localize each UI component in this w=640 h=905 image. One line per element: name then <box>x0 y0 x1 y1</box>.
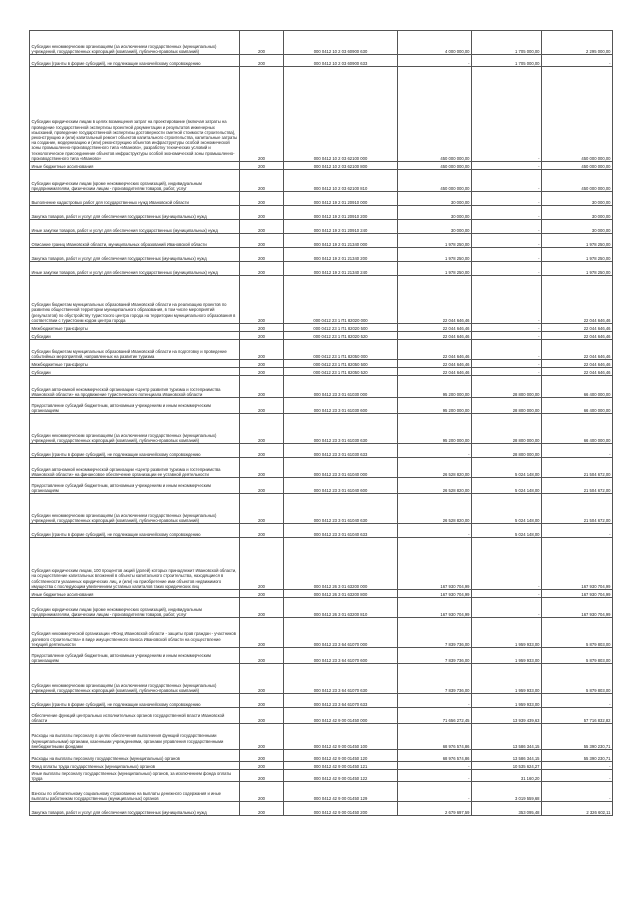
row-classification-code: 000 0412 23 3 01 61040 630 <box>284 494 398 524</box>
row-executed-amount: 5 024 148,00 <box>472 524 542 538</box>
table-row <box>30 192 613 206</box>
row-classification-code: 000 0412 23 1 П1 82020 000 <box>284 276 398 324</box>
row-description: Фонд оплаты труда государственных (муниципальных) органов <box>30 762 240 770</box>
row-approved-amount: 450 000 000,00 <box>398 170 472 192</box>
row-approved-amount: 22 044 646,46 <box>398 324 472 332</box>
row-approved-amount: 22 044 646,46 <box>398 360 472 368</box>
row-description: Субсидия юридическим лицам, 100 процентов акций (долей) которых принадлежит Ивановской области, на осуществление капитальных вложений в объекты капитального строительства, находящиеся в собственности указанных юридических лиц, и (или) на приобретение ими объектов недвижимого имущества с последующим увеличением уставных капиталов таких юридических лиц <box>30 538 240 590</box>
row-approved-amount: - <box>398 524 472 538</box>
row-unexecuted-amount: 1 978 250,00 <box>542 234 613 248</box>
row-description: Иные закупки товаров, работ и услуг для обеспечения государственных (муниципальных) нужд <box>30 220 240 234</box>
row-classification-code: 000 0412 10 2 03 62100 810 <box>284 170 398 192</box>
row-approved-amount: - <box>398 762 472 770</box>
table-row <box>30 262 613 276</box>
row-unexecuted-amount: 450 000 000,00 <box>542 67 613 162</box>
table-row <box>30 220 613 234</box>
row-executed-amount: - <box>472 248 542 262</box>
row-approved-amount: 95 200 000,00 <box>398 398 472 414</box>
table-row <box>30 414 613 444</box>
row-classification-code: 000 0412 23 3 64 61070 000 <box>284 618 398 648</box>
row-approved-amount: 22 044 646,46 <box>398 368 472 376</box>
row-approved-amount: 2 679 697,59 <box>398 802 472 816</box>
row-approved-amount: 4 000 000,00 <box>398 31 472 55</box>
row-line-code: 200 <box>240 414 284 444</box>
row-executed-amount: 31 160,20 <box>472 770 542 782</box>
row-classification-code: 000 0412 42 9 00 01450 122 <box>284 770 398 782</box>
row-classification-code: 000 0412 23 1 П1 82020 500 <box>284 324 398 332</box>
row-approved-amount: - <box>398 770 472 782</box>
table-row <box>30 782 613 802</box>
row-line-code: 200 <box>240 324 284 332</box>
row-executed-amount: 28 800 000,00 <box>472 376 542 398</box>
row-executed-amount: 353 095,48 <box>472 802 542 816</box>
row-unexecuted-amount: 450 000 000,00 <box>542 162 613 170</box>
table-row <box>30 694 613 708</box>
row-description: Межбюджетные трансферты <box>30 324 240 332</box>
row-classification-code: 000 0412 19 2 01 21340 000 <box>284 234 398 248</box>
row-line-code: 200 <box>240 724 284 750</box>
row-approved-amount: 7 839 736,00 <box>398 648 472 664</box>
table-row <box>30 524 613 538</box>
row-unexecuted-amount: 22 044 646,46 <box>542 324 613 332</box>
row-unexecuted-amount: 1 978 250,00 <box>542 248 613 262</box>
table-row <box>30 398 613 414</box>
row-executed-amount: 28 800 000,00 <box>472 414 542 444</box>
row-approved-amount: 450 000 000,00 <box>398 162 472 170</box>
row-line-code: 200 <box>240 458 284 478</box>
row-classification-code: 000 0412 10 2 03 62100 800 <box>284 162 398 170</box>
row-description: Субсидии <box>30 332 240 340</box>
row-description: Закупка товаров, работ и услуг для обеспечения государственных (муниципальных) нужд <box>30 206 240 220</box>
table-row <box>30 31 613 55</box>
row-approved-amount: - <box>398 694 472 708</box>
row-line-code: 200 <box>240 360 284 368</box>
row-executed-amount: - <box>472 234 542 248</box>
row-approved-amount: 26 528 820,00 <box>398 494 472 524</box>
row-approved-amount: 22 044 646,46 <box>398 332 472 340</box>
row-unexecuted-amount: 5 879 803,00 <box>542 664 613 694</box>
table-row <box>30 444 613 458</box>
row-executed-amount: - <box>472 262 542 276</box>
row-classification-code: 000 0412 42 9 00 01450 100 <box>284 724 398 750</box>
row-description: Обеспечение функций центральных исполнительных органов государственной власти Ивановской области <box>30 708 240 724</box>
row-description: Выполнение кадастровых работ для государственных нужд Ивановской области <box>30 192 240 206</box>
budget-execution-table <box>29 30 613 816</box>
row-classification-code: 000 0412 23 3 01 61030 633 <box>284 444 398 458</box>
row-classification-code: 000 0412 19 2 01 20910 240 <box>284 220 398 234</box>
row-description: Субсидии (гранты в форме субсидий), не подлежащие казначейскому сопровождению <box>30 444 240 458</box>
row-approved-amount: 450 000 000,00 <box>398 67 472 162</box>
row-classification-code: 000 0412 23 3 64 61070 600 <box>284 648 398 664</box>
row-approved-amount: 95 200 000,00 <box>398 376 472 398</box>
row-approved-amount: 7 839 736,00 <box>398 664 472 694</box>
row-line-code: 200 <box>240 234 284 248</box>
row-description: Субсидии некоммерческим организациям (за исключением государственных (муниципальных) учреждений, государственных корпораций (компаний), публично-правовых компаний) <box>30 664 240 694</box>
row-unexecuted-amount: 450 000 000,00 <box>542 170 613 192</box>
row-classification-code: 000 0412 23 3 01 61030 630 <box>284 414 398 444</box>
table-row <box>30 234 613 248</box>
row-approved-amount: - <box>398 444 472 458</box>
row-approved-amount: 22 044 646,46 <box>398 276 472 324</box>
row-unexecuted-amount: - <box>542 55 613 67</box>
row-unexecuted-amount: 22 044 646,46 <box>542 360 613 368</box>
row-line-code: 200 <box>240 782 284 802</box>
row-line-code: 200 <box>240 340 284 360</box>
row-unexecuted-amount: 66 400 000,00 <box>542 398 613 414</box>
table-row <box>30 206 613 220</box>
row-description: Расходы на выплаты персоналу государственных (муниципальных) органов <box>30 750 240 762</box>
row-approved-amount: - <box>398 55 472 67</box>
table-row <box>30 770 613 782</box>
row-classification-code: 000 0412 42 9 00 01450 120 <box>284 750 398 762</box>
row-description: Предоставление субсидий бюджетным, автономным учреждениям и иным некоммерческим организациям <box>30 398 240 414</box>
row-unexecuted-amount: 22 044 646,46 <box>542 276 613 324</box>
row-unexecuted-amount: 167 930 704,99 <box>542 590 613 598</box>
row-approved-amount: 30 000,00 <box>398 220 472 234</box>
row-approved-amount: 26 528 820,00 <box>398 478 472 494</box>
row-unexecuted-amount: 167 930 704,99 <box>542 538 613 590</box>
row-classification-code: 000 0412 26 3 01 63200 000 <box>284 538 398 590</box>
row-unexecuted-amount: 55 390 230,71 <box>542 724 613 750</box>
row-approved-amount: 167 930 704,99 <box>398 598 472 618</box>
row-description: Субсидия некоммерческой организации «Фонд Ивановской области - защиты прав граждан - участников долевого строительства» в виде имущественного взноса Ивановской области на осуществление текущей деятельности <box>30 618 240 648</box>
row-description: Взносы по обязательному социальному страхованию на выплаты денежного содержания и иные выплаты работникам государственных (муниципальных) органов <box>30 782 240 802</box>
row-unexecuted-amount: - <box>542 694 613 708</box>
row-unexecuted-amount: 2 326 602,11 <box>542 802 613 816</box>
row-executed-amount: - <box>472 67 542 162</box>
row-approved-amount: 71 656 272,45 <box>398 708 472 724</box>
row-description: Расходы на выплаты персоналу в целях обеспечения выполнения функций государственными (муниципальными) органами, казенными учреждениями, органами управления государственными внебюджетными фондами <box>30 724 240 750</box>
row-classification-code: 000 0412 23 3 01 61030 000 <box>284 376 398 398</box>
row-line-code: 200 <box>240 762 284 770</box>
row-classification-code: 000 0412 23 3 01 61040 633 <box>284 524 398 538</box>
row-unexecuted-amount: - <box>542 782 613 802</box>
row-description: Предоставление субсидий бюджетным, автономным учреждениям и иным некоммерческим организациям <box>30 478 240 494</box>
row-unexecuted-amount: 21 504 672,00 <box>542 494 613 524</box>
row-description: Иные бюджетные ассигнования <box>30 162 240 170</box>
row-description: Закупка товаров, работ и услуг для обеспечения государственных (муниципальных) нужд <box>30 802 240 816</box>
row-description: Иные бюджетные ассигнования <box>30 590 240 598</box>
row-approved-amount: 30 000,00 <box>398 192 472 206</box>
table-row <box>30 538 613 590</box>
row-unexecuted-amount: - <box>542 770 613 782</box>
table-row <box>30 248 613 262</box>
row-executed-amount: 5 024 148,00 <box>472 478 542 494</box>
row-unexecuted-amount: - <box>542 524 613 538</box>
row-executed-amount: 13 586 344,15 <box>472 750 542 762</box>
row-unexecuted-amount: 22 044 646,46 <box>542 332 613 340</box>
row-executed-amount: 28 800 000,00 <box>472 398 542 414</box>
row-line-code: 200 <box>240 598 284 618</box>
row-unexecuted-amount: 57 716 832,82 <box>542 708 613 724</box>
row-approved-amount: 167 930 704,99 <box>398 590 472 598</box>
table-row <box>30 618 613 648</box>
row-unexecuted-amount: 30 000,00 <box>542 220 613 234</box>
table-row <box>30 762 613 770</box>
row-approved-amount: 7 839 736,00 <box>398 618 472 648</box>
row-executed-amount: 1 959 933,00 <box>472 618 542 648</box>
row-executed-amount: 1 959 933,00 <box>472 648 542 664</box>
row-executed-amount: 1 959 933,00 <box>472 694 542 708</box>
row-line-code: 200 <box>240 802 284 816</box>
row-executed-amount: 1 959 933,00 <box>472 664 542 694</box>
row-classification-code: 000 0412 23 3 01 61040 600 <box>284 478 398 494</box>
row-approved-amount: 22 044 646,46 <box>398 340 472 360</box>
row-description: Субсидии некоммерческим организациям (за исключением государственных (муниципальных) учреждений, государственных корпораций (компаний), публично-правовых компаний) <box>30 414 240 444</box>
row-executed-amount: 3 019 559,68 <box>472 782 542 802</box>
table-row <box>30 590 613 598</box>
row-description: Субсидии юридическим лицам в целях возмещения затрат на проектирование (включая затраты на проведение государственной экспертизы проектной документации и результатов инженерных изысканий, проведение государственной экспертизы достоверности сметной стоимости строительства), реконструкцию и (или) капитальный ремонт объектов капитального строительства, капитальные затраты на создание, модернизацию и (или) реконструкцию объектов инфраструктуры особой экономической зоны промышленно-производственного типа «Иваново», разработку технических условий и технологическое присоединение объектов инфраструктуры особой экономической зоны промышленно-производственного типа «Иваново» <box>30 67 240 162</box>
row-description: Субсидии бюджетам муниципальных образований Ивановской области на подготовку и проведение событийных мероприятий, направленных на развитие туризма <box>30 340 240 360</box>
table-body <box>30 31 613 816</box>
table-row <box>30 162 613 170</box>
row-classification-code: 000 0412 19 2 01 20910 000 <box>284 192 398 206</box>
row-line-code: 200 <box>240 478 284 494</box>
row-description: Закупка товаров, работ и услуг для обеспечения государственных (муниципальных) нужд <box>30 248 240 262</box>
row-line-code: 200 <box>240 664 284 694</box>
row-executed-amount: - <box>472 340 542 360</box>
table-row <box>30 170 613 192</box>
row-approved-amount: 26 528 820,00 <box>398 458 472 478</box>
row-unexecuted-amount: 167 930 704,99 <box>542 598 613 618</box>
row-executed-amount: - <box>472 192 542 206</box>
row-description: Субсидии юридическим лицам (кроме некоммерческих организаций), индивидуальным предпринимателям, физическим лицам - производителям товаров, работ, услуг <box>30 598 240 618</box>
row-executed-amount: - <box>472 170 542 192</box>
row-line-code: 200 <box>240 220 284 234</box>
row-classification-code: 000 0412 19 2 01 20910 200 <box>284 206 398 220</box>
row-unexecuted-amount: 21 504 672,00 <box>542 458 613 478</box>
row-line-code: 200 <box>240 248 284 262</box>
row-approved-amount: 167 930 704,99 <box>398 538 472 590</box>
row-approved-amount: 68 976 574,86 <box>398 750 472 762</box>
table-row <box>30 376 613 398</box>
row-line-code: 200 <box>240 750 284 762</box>
row-description: Иные закупки товаров, работ и услуг для обеспечения государственных (муниципальных) нужд <box>30 262 240 276</box>
table-row <box>30 55 613 67</box>
row-line-code: 200 <box>240 162 284 170</box>
row-classification-code: 000 0412 23 3 01 61040 000 <box>284 458 398 478</box>
row-executed-amount: - <box>472 360 542 368</box>
row-executed-amount: 5 024 148,00 <box>472 494 542 524</box>
row-line-code: 200 <box>240 368 284 376</box>
row-classification-code: 000 0412 23 3 64 61070 633 <box>284 694 398 708</box>
row-executed-amount: - <box>472 332 542 340</box>
table-row <box>30 332 613 340</box>
row-executed-amount: - <box>472 368 542 376</box>
row-classification-code: 000 0412 23 3 64 61070 630 <box>284 664 398 694</box>
row-classification-code: 000 0412 10 2 03 60900 630 <box>284 31 398 55</box>
row-description: Субсидии (гранты в форме субсидий), не подлежащие казначейскому сопровождению <box>30 55 240 67</box>
table-row <box>30 598 613 618</box>
row-executed-amount: - <box>472 324 542 332</box>
table-row <box>30 458 613 478</box>
row-executed-amount: 5 024 148,00 <box>472 458 542 478</box>
row-classification-code: 000 0412 23 3 01 61030 600 <box>284 398 398 414</box>
row-executed-amount: - <box>472 598 542 618</box>
row-executed-amount: 28 800 000,00 <box>472 444 542 458</box>
row-executed-amount: - <box>472 206 542 220</box>
row-unexecuted-amount: 22 044 646,46 <box>542 340 613 360</box>
row-executed-amount: - <box>472 538 542 590</box>
row-executed-amount: 10 535 624,27 <box>472 762 542 770</box>
row-unexecuted-amount: 5 879 803,00 <box>542 648 613 664</box>
row-approved-amount: 68 976 574,86 <box>398 724 472 750</box>
row-classification-code: 000 0412 10 2 03 60900 633 <box>284 55 398 67</box>
row-approved-amount: 1 978 250,00 <box>398 234 472 248</box>
row-classification-code: 000 0412 23 1 П1 82050 000 <box>284 340 398 360</box>
table-row <box>30 724 613 750</box>
table-row <box>30 648 613 664</box>
row-executed-amount: 1 705 000,00 <box>472 55 542 67</box>
row-description: Предоставление субсидий бюджетным, автономным учреждениям и иным некоммерческим организациям <box>30 648 240 664</box>
row-unexecuted-amount: 5 879 803,00 <box>542 618 613 648</box>
row-description: Межбюджетные трансферты <box>30 360 240 368</box>
row-line-code: 200 <box>240 538 284 590</box>
row-executed-amount: 13 586 344,15 <box>472 724 542 750</box>
row-approved-amount: 1 978 250,00 <box>398 248 472 262</box>
table-row <box>30 494 613 524</box>
row-description: Субсидии некоммерческим организациям (за исключением государственных (муниципальных) учреждений, государственных корпораций (компаний), публично-правовых компаний) <box>30 31 240 55</box>
row-executed-amount: 1 705 000,00 <box>472 31 542 55</box>
row-line-code: 200 <box>240 648 284 664</box>
row-description: Субсидии (гранты в форме субсидий), не подлежащие казначейскому сопровождению <box>30 694 240 708</box>
row-classification-code: 000 0412 26 3 01 63200 800 <box>284 590 398 598</box>
row-line-code: 200 <box>240 524 284 538</box>
row-classification-code: 000 0412 23 1 П1 82020 520 <box>284 332 398 340</box>
row-description: Субсидия автономной некоммерческой организации «Центр развития туризма и гостеприимства Ивановской области» на финансовое обеспечение организации ее уставной деятельности <box>30 458 240 478</box>
row-executed-amount: - <box>472 590 542 598</box>
row-unexecuted-amount: 2 295 000,00 <box>542 31 613 55</box>
table-row <box>30 478 613 494</box>
table-row <box>30 276 613 324</box>
row-classification-code: 000 0412 42 9 00 01450 129 <box>284 782 398 802</box>
row-line-code: 200 <box>240 192 284 206</box>
row-description: Субсидии <box>30 368 240 376</box>
table-row <box>30 802 613 816</box>
table-row <box>30 664 613 694</box>
row-unexecuted-amount: 22 044 646,46 <box>542 368 613 376</box>
row-classification-code: 000 0412 42 9 00 01450 000 <box>284 708 398 724</box>
row-classification-code: 000 0412 26 3 01 63200 810 <box>284 598 398 618</box>
row-unexecuted-amount: 30 000,00 <box>542 206 613 220</box>
row-unexecuted-amount: 66 400 000,00 <box>542 376 613 398</box>
row-description: Субсидии юридическим лицам (кроме некоммерческих организаций), индивидуальным предпринимателям, физическим лицам - производителям товаров, работ, услуг <box>30 170 240 192</box>
row-unexecuted-amount: 66 400 000,00 <box>542 414 613 444</box>
row-line-code: 200 <box>240 376 284 398</box>
row-unexecuted-amount: 21 504 672,00 <box>542 478 613 494</box>
row-line-code: 200 <box>240 31 284 55</box>
row-unexecuted-amount: 1 978 250,00 <box>542 262 613 276</box>
row-unexecuted-amount: - <box>542 762 613 770</box>
row-executed-amount: - <box>472 276 542 324</box>
row-classification-code: 000 0412 19 2 01 21340 240 <box>284 262 398 276</box>
row-description: Описание границ Ивановской области, муниципальных образований Ивановской области <box>30 234 240 248</box>
row-classification-code: 000 0412 42 9 00 01450 121 <box>284 762 398 770</box>
row-approved-amount: 30 000,00 <box>398 206 472 220</box>
row-line-code: 200 <box>240 494 284 524</box>
row-description: Субсидии (гранты в форме субсидий), не подлежащие казначейскому сопровождению <box>30 524 240 538</box>
table-row <box>30 750 613 762</box>
row-line-code: 200 <box>240 694 284 708</box>
row-line-code: 200 <box>240 398 284 414</box>
row-line-code: 200 <box>240 770 284 782</box>
row-line-code: 200 <box>240 55 284 67</box>
row-executed-amount: - <box>472 220 542 234</box>
row-approved-amount: 1 978 250,00 <box>398 262 472 276</box>
row-unexecuted-amount: 30 000,00 <box>542 192 613 206</box>
row-classification-code: 000 0412 42 9 00 01450 200 <box>284 802 398 816</box>
table-row <box>30 360 613 368</box>
row-executed-amount: - <box>472 162 542 170</box>
row-line-code: 200 <box>240 444 284 458</box>
table-row <box>30 708 613 724</box>
row-line-code: 200 <box>240 332 284 340</box>
row-description: Субсидии некоммерческим организациям (за исключением государственных (муниципальных) учреждений, государственных корпораций (компаний), публично-правовых компаний) <box>30 494 240 524</box>
row-line-code: 200 <box>240 618 284 648</box>
row-approved-amount: 95 200 000,00 <box>398 414 472 444</box>
row-line-code: 200 <box>240 206 284 220</box>
row-line-code: 200 <box>240 276 284 324</box>
row-unexecuted-amount: 55 390 230,71 <box>542 750 613 762</box>
row-description: Субсидии бюджетам муниципальных образований Ивановской области на реализацию проектов по развитию общественной территории муниципального образования, в том числе мероприятий (результатов) по обустройству туристского центра города на территории муниципального образования в соответствии с туристским кодом центра города <box>30 276 240 324</box>
row-classification-code: 000 0412 23 1 П1 82050 500 <box>284 360 398 368</box>
row-approved-amount: - <box>398 782 472 802</box>
row-description: Субсидия автономной некоммерческой организации «Центр развития туризма и гостеприимства Ивановской области» на продвижение туристического потенциала Ивановской области <box>30 376 240 398</box>
table-row <box>30 368 613 376</box>
row-line-code: 200 <box>240 590 284 598</box>
row-classification-code: 000 0412 19 2 01 21340 200 <box>284 248 398 262</box>
row-line-code: 200 <box>240 170 284 192</box>
table-row <box>30 324 613 332</box>
row-executed-amount: 13 939 439,63 <box>472 708 542 724</box>
table-row <box>30 340 613 360</box>
row-classification-code: 000 0412 23 1 П1 82050 520 <box>284 368 398 376</box>
row-line-code: 200 <box>240 262 284 276</box>
row-line-code: 200 <box>240 67 284 162</box>
table-row <box>30 67 613 162</box>
row-classification-code: 000 0412 10 2 03 62100 000 <box>284 67 398 162</box>
row-unexecuted-amount: - <box>542 444 613 458</box>
row-line-code: 200 <box>240 708 284 724</box>
row-description: Иные выплаты персоналу государственных (муниципальных) органов, за исключением фонда оплаты труда <box>30 770 240 782</box>
